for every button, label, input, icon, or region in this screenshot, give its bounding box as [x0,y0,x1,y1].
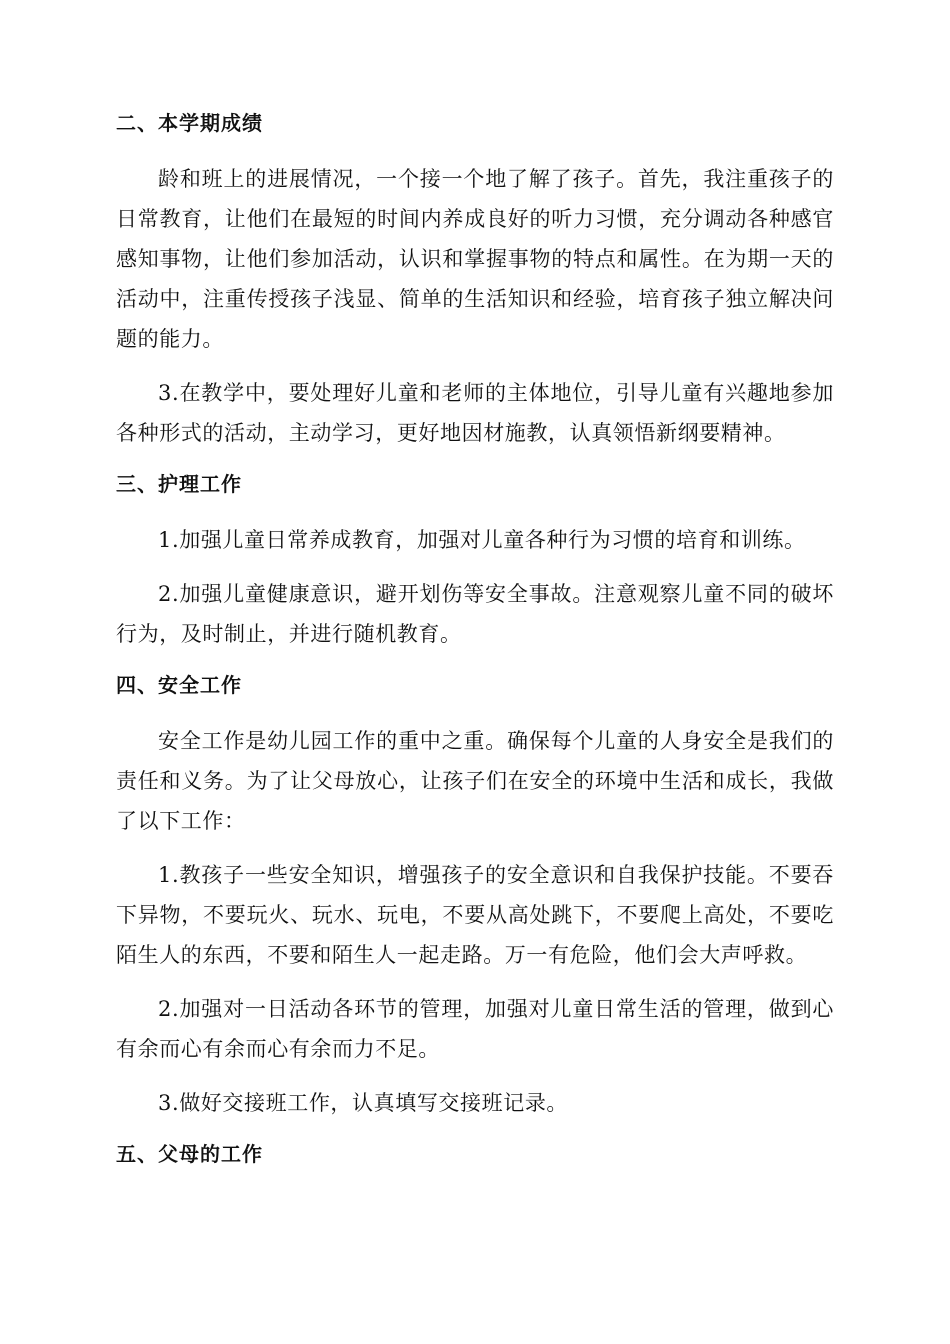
body-paragraph: 3.做好交接班工作，认真填写交接班记录。 [158,1091,569,1115]
body-paragraph: 2.加强对一日活动各环节的管理，加强对儿童日常生活的管理，做到心有余而心有余而心有余而力不足。 [116,997,834,1061]
body-paragraph: 龄和班上的进展情况，一个接一个地了解了孩子。首先，我注重孩子的日常教育，让他们在最短的时间内养成良好的听力习惯，充分调动各种感官感知事物，让他们参加活动，认识和掌握事物的特点和属性。在为期一天的活动中，注重传授孩子浅显、简单的生活知识和经验，培育孩子独立解决问题的能力。 [116,167,834,351]
section-heading: 五、父母的工作 [116,1142,263,1166]
body-paragraph: 2.加强儿童健康意识，避开划伤等安全事故。注意观察儿童不同的破坏行为，及时制止，并进行随机教育。 [116,582,834,646]
section-heading: 三、护理工作 [116,472,242,496]
body-paragraph: 3.在教学中，要处理好儿童和老师的主体地位，引导儿童有兴趣地参加各种形式的活动，主动学习，更好地因材施教，认真领悟新纲要精神。 [116,381,834,445]
body-paragraph: 1.教孩子一些安全知识，增强孩子的安全意识和自我保护技能。不要吞下异物，不要玩火、玩水、玩电，不要从高处跳下，不要爬上高处，不要吃陌生人的东西，不要和陌生人一起走路。万一有危险，他们会大声呼救。 [116,863,834,967]
section-heading: 四、安全工作 [116,673,242,697]
body-paragraph: 安全工作是幼儿园工作的重中之重。确保每个儿童的人身安全是我们的责任和义务。为了让父母放心，让孩子们在安全的环境中生活和成长，我做了以下工作： [116,729,834,833]
document-page [116,106,834,1190]
section-heading: 二、本学期成绩 [116,111,263,135]
body-paragraph: 1.加强儿童日常养成教育，加强对儿童各种行为习惯的培育和训练。 [158,528,806,552]
